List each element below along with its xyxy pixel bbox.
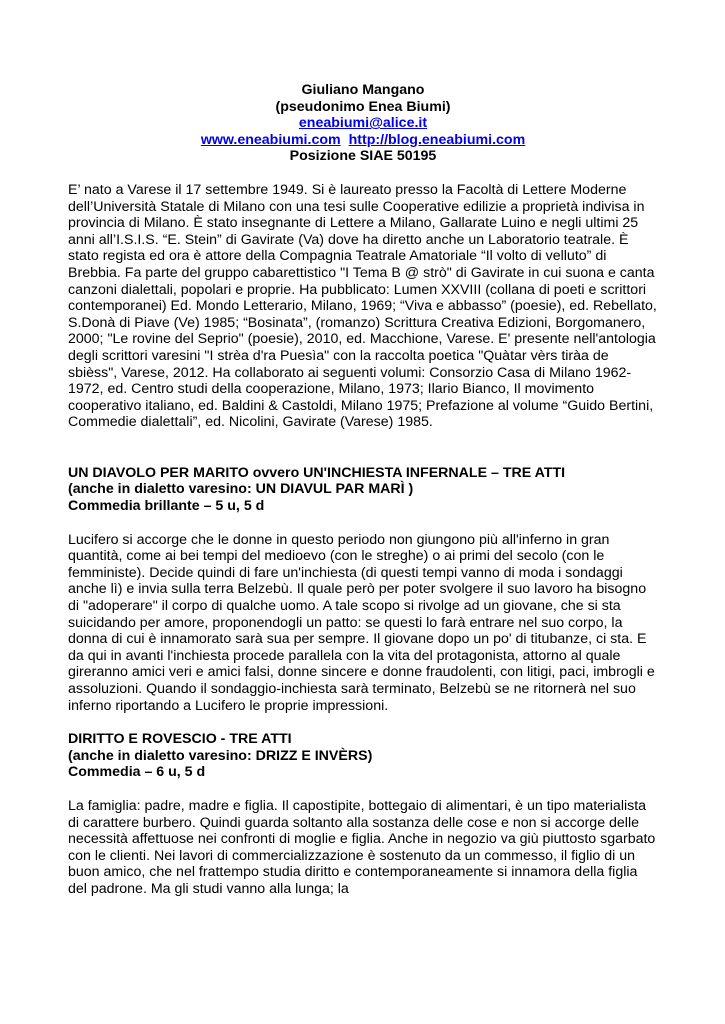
author-name: Giuliano Mangano (301, 82, 425, 98)
play-synopsis: La famiglia: padre, madre e figlia. Il capostipite, bottegaio di alimentari, è un tipo materialista di carattere burbero. Quindi guarda soltanto alla sostanza delle cose e non si accorge delle necessità affettuose nei confronti di moglie e figlia. Anche in negozio va giù piuttosto sgarbato con le clienti. Nei lavori di commercializzazione è sostenuto da un commesso, il figlio di un buon amico, che nel frattempo studia diritto e contemporaneamente si innamora della figlia del padrone. Ma gli studi vanno alla lunga; la (68, 797, 656, 897)
document-page (68, 82, 658, 898)
play-genre: Commedia brillante – 5 u, 5 d (68, 498, 265, 515)
play-genre: Commedia – 6 u, 5 d (68, 764, 206, 781)
play-title: DIRITTO E ROVESCIO - TRE ATTI (68, 731, 292, 748)
siae-position: Posizione SIAE 50195 (289, 148, 437, 165)
play-entry (68, 465, 658, 714)
play-synopsis: Lucifero si accorge che le donne in questo periodo non giungono più all'inferno in gran quantità, come ai bei tempi del medioevo (con le streghe) o ai primi del secolo (con le femministe). Decide quindi di fare un'inchiesta (di questi tempi vanno di moda i sondaggi anche lì) e invia sulla terra Belzebù. Il quale però per poter svolgere il suo lavoro ha bisogno di "adoperare" il corpo di qualche uomo. A tale scopo si rivolge ad un giovane, che si sta suicidando per amore, proponendogli un patto: se questi lo farà entrare nel suo corpo, la donna di cui è innamorato sarà sua per sempre. Il giovane dopo un po' di titubanze, ci sta. E da qui in avanti l'inchiesta procede parallela con la vita del protagonista, attorno al quale gireranno amici veri e amici falsi, donne sincere e donne fraudolenti, con litigi, paci, imbrogli e assoluzioni. Quando il sondaggio-inchiesta sarà terminato, Belzebù se ne ritornerà nel suo inferno riportando a Lucifero le proprie impressioni. (68, 531, 655, 714)
author-header (68, 82, 658, 165)
email-link[interactable]: eneabiumi@alice.it (298, 115, 428, 132)
website-link[interactable]: www.eneabiumi.com (200, 131, 341, 148)
play-dialect-title: (anche in dialetto varesino: UN DIAVUL PAR MARÌ ) (68, 481, 414, 498)
author-pseudonym: (pseudonimo Enea Biumi) (275, 98, 451, 115)
play-title: UN DIAVOLO PER MARITO ovvero UN'INCHIESTA INFERNALE – TRE ATTI (68, 464, 566, 481)
play-dialect-title: (anche in dialetto varesino: DRIZZ E INVÈRS) (68, 747, 373, 764)
play-entry (68, 731, 658, 897)
biography-paragraph: E’ nato a Varese il 17 settembre 1949. Si è laureato presso la Facoltà di Lettere Moderne dell’Università Statale di Milano con una tesi sulle Cooperative edilizie a proprietà indivisa in provincia di Milano. È stato insegnante di Lettere a Milano, Gallarate Luino e negli ultimi 25 anni all’I.S.I.S. “E. Stein” di Gavirate (Va) dove ha diretto anche un Laboratorio teatrale. È stato regista ed ora è attore della Compagnia Teatrale Amatoriale “Il volto di velluto” di Brebbia. Fa parte del gruppo cabarettistico "I Tema B @ strò" di Gavirate in cui suona e canta canzoni dialettali, popolari e proprie. Ha pubblicato: Lumen XXVIII (collana di poeti e scrittori contemporanei) Ed. Mondo Letterario, Milano, 1969; “Viva e abbasso” (poesie), ed. Rebellato, S.Donà di Piave (Ve) 1985; “Bosinata”, (romanzo) Scrittura Creativa Edizioni, Borgomanero, 2000; "Le rovine del Seprio" (poesie), 2010, ed. Macchione, Varese. E' presente nell'antologia degli scrittori varesini "I strèa d'ra Puesìa" con la raccolta poetica "Quàtar vèrs tiràa de sbièss", Varese, 2012. Ha collaborato ai seguenti volumi: Consorzio Casa di Milano 1962-1972, ed. Centro studi della cooperazione, Milano, 1973; Ilario Bianco, Il movimento cooperativo italiano, ed. Baldini & Castoldi, Milano 1975; Prefazione al volume “Guido Bertini, Commedie dialettali”, ed. Nicolini, Gavirate (Varese) 1985. (68, 181, 657, 431)
blog-link[interactable]: http://blog.eneabiumi.com (348, 131, 526, 148)
